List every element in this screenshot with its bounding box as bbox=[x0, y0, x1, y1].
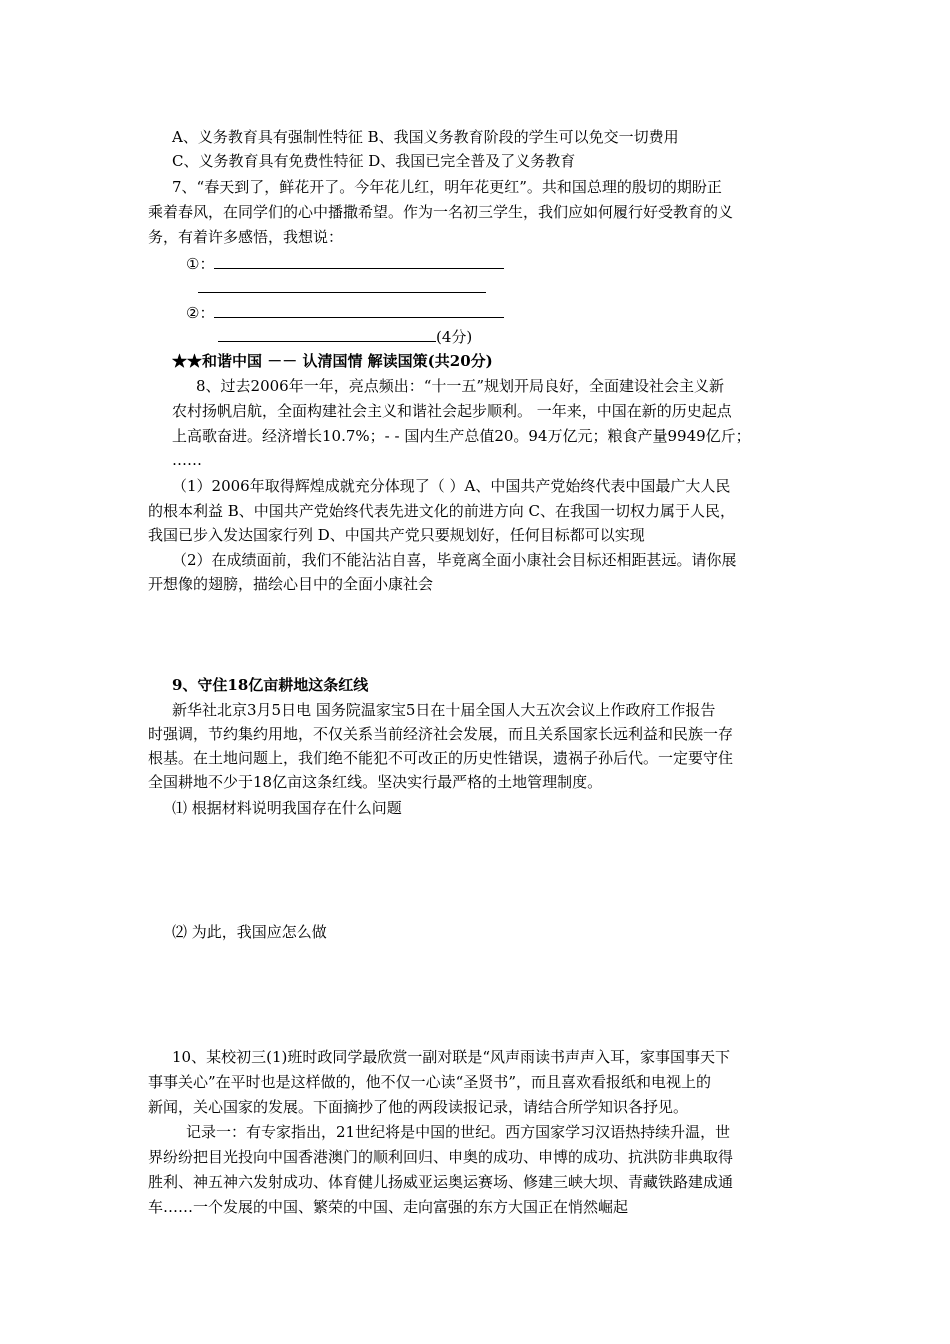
q9-line-2: 时强调，节约集约用地，不仅关系当前经济社会发展，而且关系国家长远利益和民族一存 bbox=[148, 725, 734, 743]
q9-sub2: ⑵ 为此，我国应怎么做 bbox=[172, 923, 327, 941]
q8-sub2-line-2: 开想像的翅膀，描绘心目中的全面小康社会 bbox=[148, 575, 434, 593]
q7-answer-2 bbox=[186, 301, 504, 324]
q10-record-line-2: 界纷纷把目光投向中国香港澳门的顺利回归、申奥的成功、申博的成功、抗洪防非典取得 bbox=[148, 1148, 734, 1166]
q10-line-2: 事事关心”在平时也是这样做的，他不仅一心读“圣贤书”，而且喜欢看报纸和电视上的 bbox=[148, 1073, 712, 1091]
q7-line-1: 7、“春天到了，鲜花开了。今年花儿红，明年花更红”。共和国总理的殷切的期盼正 bbox=[172, 178, 722, 196]
q8-sub1-line-1: （1）2006年取得辉煌成就充分体现了（ ）A、中国共产党始终代表中国最广大人民 bbox=[172, 477, 731, 495]
q9-line-1: 新华社北京3月5日电 国务院温家宝5日在十届全国人大五次会议上作政府工作报告 bbox=[172, 701, 716, 719]
q7-answer-1-continuation bbox=[198, 276, 486, 299]
q8-line-2: 农村扬帆启航，全面构建社会主义和谐社会起步顺利。 一年来，中国在新的历史起点 bbox=[172, 402, 732, 420]
q10-line-3: 新闻，关心国家的发展。下面摘抄了他的两段读报记录，请结合所学知识各抒见。 bbox=[148, 1098, 689, 1116]
q8-line-4: …… bbox=[172, 451, 202, 469]
q9-sub1: ⑴ 根据材料说明我国存在什么问题 bbox=[172, 799, 402, 817]
q10-record-line-4: 车……一个发展的中国、繁荣的中国、走向富强的东方大国正在悄然崛起 bbox=[148, 1198, 629, 1216]
q7-answer-1 bbox=[186, 252, 504, 275]
q8-line-3: 上高歌奋进。经济增长10.7%；- - 国内生产总值20。94万亿元；粮食产量9949亿斤； bbox=[172, 427, 751, 445]
q7-answer-2-continuation bbox=[218, 325, 472, 348]
q10-line-1: 10、某校初三(1)班时政同学最欣赏一副对联是“风声雨读书声声入耳，家事国事天下 bbox=[172, 1048, 731, 1066]
q6-option-cd: C、义务教育具有免费性特征 D、我国已完全普及了义务教育 bbox=[172, 152, 576, 170]
q8-sub1-line-3: 我国已步入发达国家行列 D、中国共产党只要规划好，任何目标都可以实现 bbox=[148, 526, 645, 544]
q7-answer-2-label: ②： bbox=[186, 304, 215, 322]
q7-answer-2-blank-2[interactable] bbox=[218, 325, 436, 342]
q8-sub1-line-2: 的根本利益 B、中国共产党始终代表先进文化的前进方向 C、在我国一切权力属于人民， bbox=[148, 502, 736, 520]
q9-title: 9、守住18亿亩耕地这条红线 bbox=[172, 676, 369, 694]
q8-line-1: 8、过去2006年一年，亮点频出：“十一五”规划开局良好，全面建设社会主义新 bbox=[196, 377, 725, 395]
q7-answer-1-label: ①： bbox=[186, 255, 215, 273]
q9-line-4: 全国耕地不少于18亿亩这条红线。坚决实行最严格的土地管理制度。 bbox=[148, 773, 603, 791]
q9-line-3: 根基。在土地问题上，我们绝不能犯不可改正的历史性错误，遗祸子孙后代。一定要守住 bbox=[148, 749, 734, 767]
q7-score: (4分) bbox=[436, 328, 473, 346]
q10-record-line-1: 记录一：有专家指出，21世纪将是中国的世纪。西方国家学习汉语热持续升温，世 bbox=[186, 1123, 731, 1141]
q7-answer-1-blank-2[interactable] bbox=[198, 276, 486, 293]
q7-line-2: 乘着春风，在同学们的心中播撒希望。作为一名初三学生，我们应如何履行好受教育的义 bbox=[148, 203, 734, 221]
q7-answer-2-blank[interactable] bbox=[214, 301, 504, 318]
q8-sub2-line-1: （2）在成绩面前，我们不能沾沾自喜，毕竟离全面小康社会目标还相距甚远。请你展 bbox=[172, 551, 737, 569]
q7-line-3: 务，有着许多感悟，我想说： bbox=[148, 228, 344, 246]
q10-record-line-3: 胜利、神五神六发射成功、体育健儿扬威亚运奥运赛场、修建三峡大坝、青藏铁路建成通 bbox=[148, 1173, 734, 1191]
q6-option-ab: A、义务教育具有强制性特征 B、我国义务教育阶段的学生可以免交一切费用 bbox=[172, 128, 679, 146]
q7-answer-1-blank[interactable] bbox=[214, 252, 504, 269]
section-header: ★★和谐中国 －－ 认清国情 解读国策(共20分) bbox=[172, 352, 493, 370]
